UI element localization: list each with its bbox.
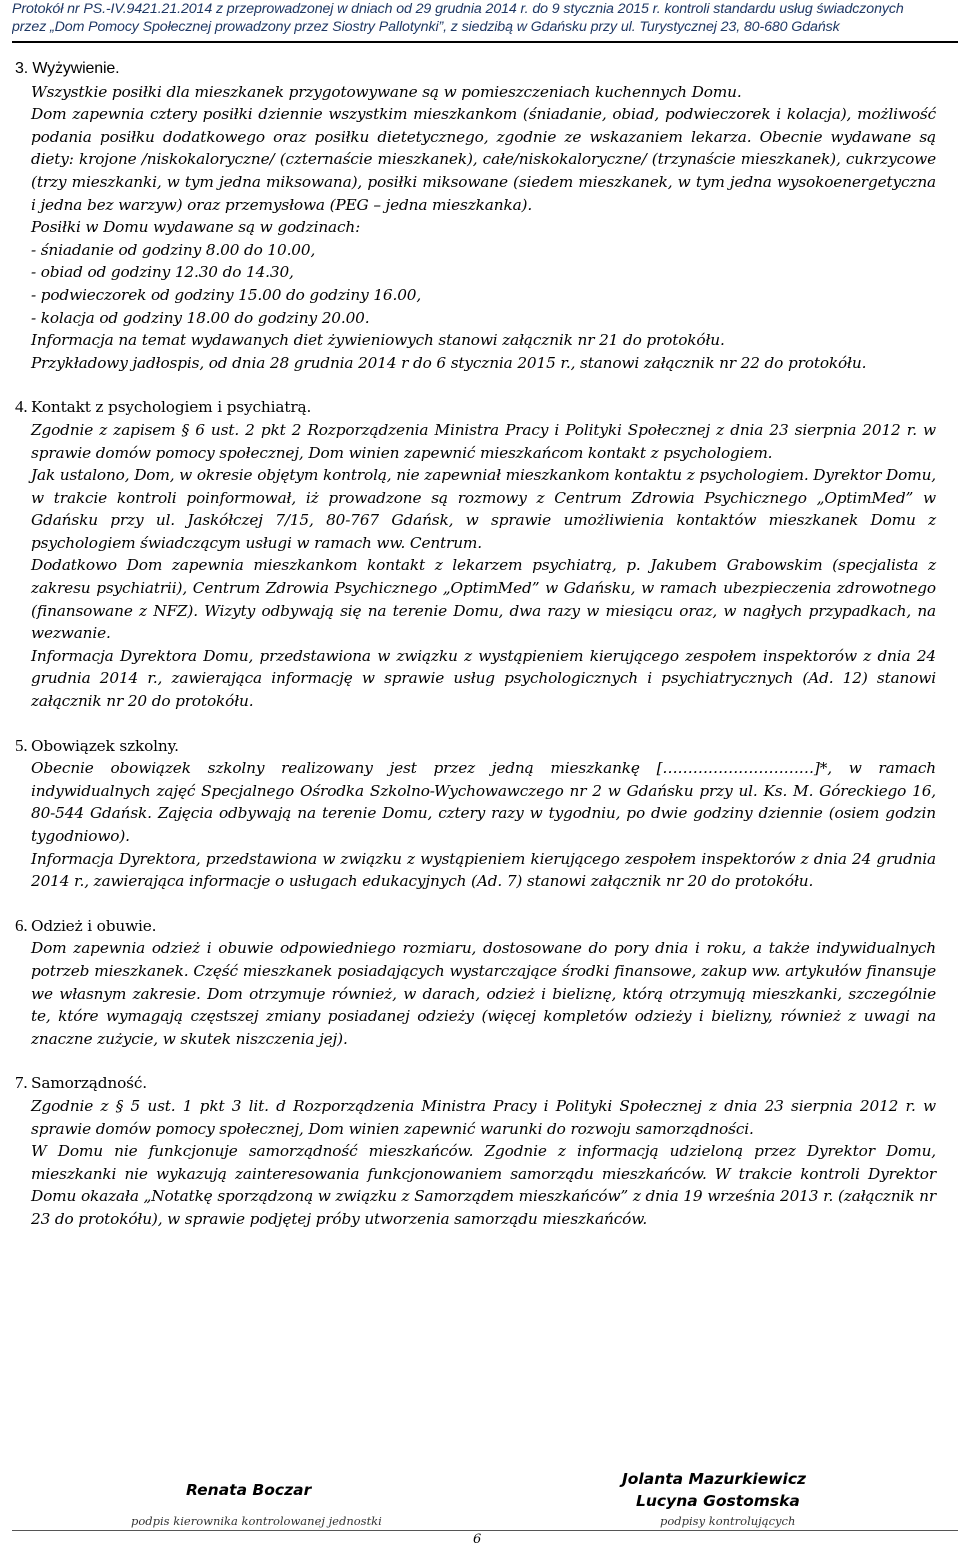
section-3-paragraph: Dom zapewnia cztery posiłki dziennie wszystkim mieszkankom (śniadanie, obiad, podwieczorek i kolacja), możliwość podania posiłku dodatkowego oraz posiłku dietetycznego, zgodnie ze wskazaniem lekarza. Obecnie wydawane są diety: krojone /niskokaloryczne/ (czternaście mieszkanek), całe/niskokaloryczne/ (trzynaście mieszkanek), cukrzycowe (trzy mieszkanki, w tym jedna miksowana), posiłki miksowane (siedem mieszkanek, w tym jedna wysokoenergetyczna i jedna bez warzyw) oraz przemysłowa (PEG – jedna mieszkanka). [31,105,936,214]
section-4-paragraph: Informacja Dyrektora Domu, przedstawiona w związku z wystąpieniem kierującego zespołem inspektorów z dnia 24 grudnia 2014 r., zawierająca informację w sprawie usług psychologicznych i psychiatrycznych (Ad. 12) stanowi załącznik nr 20 do protokółu. [31,646,936,711]
section-5-heading [15,735,936,758]
section-number: 6. [15,915,28,935]
section-7-paragraph: Zgodnie z § 5 ust. 1 pkt 3 lit. d Rozporządzenia Ministra Pracy i Polityki Społecznej z dnia 23 sierpnia 2012 r. w sprawie domów pomocy społecznej, Dom winien zapewnić warunki do rozwoju samorządności. [31,1096,936,1138]
section-3-paragraph: Posiłki w Domu wydawane są w godzinach: [31,218,361,237]
section-number: 4. [15,397,28,417]
page-number: 6 [473,1532,482,1547]
section-7-heading [15,1072,936,1095]
section-3-paragraph: Informacja na temat wydawanych diet żywieniowych stanowi załącznik nr 21 do protokółu. [31,331,725,350]
section-title: Odzież i obuwie. [31,916,157,935]
section-3-heading: 3. Wyżywienie. [15,60,120,77]
header-divider [12,41,958,43]
section-number: 7. [15,1073,28,1093]
section-7-paragraph: W Domu nie funkcjonuje samorządność mieszkańców. Zgodnie z informacją udzieloną przez Dyrektor Domu, mieszkanki nie wykazują zainteresowania funkcjonowaniem samorządu mieszkańców. W trakcie kontroli Dyrektor Domu okazała „Notatkę sporządzoną w związku z Samorządem mieszkańców” z dnia 19 września 2013 r. (załącznik nr 23 do protokółu), w sprawie podjętej próby utworzenia samorządu mieszkańców. [31,1142,936,1228]
section-3-paragraph: Wszystkie posiłki dla mieszkanek przygotowywane są w pomieszczeniach kuchennych Domu. [31,82,742,101]
list-item: - obiad od godziny 12.30 do 14.30, [31,263,294,282]
document-body [15,58,936,1231]
section-3-paragraph: Przykładowy jadłospis, od dnia 28 grudnia 2014 r do 6 stycznia 2015 r., stanowi załącznik nr 22 do protokółu. [31,353,867,372]
section-5-paragraph: Informacja Dyrektora, przedstawiona w związku z wystąpieniem kierującego zespołem inspektorów z dnia 24 grudnia 2014 r., zawierająca informacje o usługach edukacyjnych (Ad. 7) stanowi załącznik nr 20 do protokółu. [31,849,936,891]
section-6-paragraph: Dom zapewnia odzież i obuwie odpowiedniego rozmiaru, dostosowane do pory dnia i roku, a także indywidualnych potrzeb mieszkanek. Część mieszkanek posiadających wystarczające środki finansowe, zakup ww. artykułów finansuje we własnym zakresie. Dom otrzymuje również, w darach, odzież i bieliznę, którą otrzymują mieszkanki, szczególnie te, które wymagają częstszej zmiany posiadanej odzieży (więcej kompletów odzieży i bielizny, również z uwagi na znaczne zużycie, w skutek niszczenia jej). [31,939,936,1048]
header-line-2: przez „Dom Pomocy Społecznej prowadzony przez Siostry Pallotynki”, z siedzibą w Gdańsku przy ul. Turystycznej 23, 80-680 Gdańsk [12,19,840,35]
section-4-paragraph: Zgodnie z zapisem § 6 ust. 2 pkt 2 Rozporządzenia Ministra Pracy i Polityki Społecznej z dnia 23 sierpnia 2012 r. w sprawie domów pomocy społecznej, Dom winien zapewnić mieszkańcom kontakt z psychologiem. [31,420,936,462]
signature-right-name-2: Lucyna Gostomska [636,1492,800,1510]
meal-hours-list [31,239,936,329]
signature-left-caption: podpis kierownika kontrolowanej jednostki [131,1514,382,1528]
signature-right-name-1: Jolanta Mazurkiewicz [622,1470,807,1488]
list-item: - kolacja od godziny 18.00 do godziny 20.00. [31,308,370,327]
section-6-heading [15,915,936,938]
signature-left-name: Renata Boczar [186,1481,312,1499]
section-4-paragraph: Dodatkowo Dom zapewnia mieszkankom kontakt z lekarzem psychiatrą, p. Jakubem Grabowskim (specjalista z zakresu psychiatrii), Centrum Zdrowia Psychicznego „OptimMed” w Gdańsku, w ramach ubezpieczenia zdrowotnego (finansowane z NFZ). Wizyty odbywają się na terenie Domu, dwa razy w miesiącu oraz, w nagłych przypadkach, na wezwanie. [31,556,936,643]
section-number: 5. [15,735,28,755]
section-title: Obowiązek szkolny. [31,736,179,755]
section-4-paragraph: Jak ustalono, Dom, w okresie objętym kontrolą, nie zapewniał mieszkankom kontaktu z psychologiem. Dyrektor Domu, w trakcie kontroli poinformował, iż prowadzone są rozmowy z Centrum Zdrowia Psychicznego „OptimMed” w Gdańsku przy ul. Jaskółczej 7/15, 80-767 Gdańsk, w sprawie umożliwienia kontaktów mieszkanek Domu z psychologiem świadczącym usługi w ramach ww. Centrum. [31,466,936,552]
list-item: - śniadanie od godziny 8.00 do 10.00, [31,240,316,259]
list-item: - podwieczorek od godziny 15.00 do godziny 16.00, [31,285,422,304]
header-line-1: Protokół nr PS.-IV.9421.21.2014 z przeprowadzonej w dniach od 29 grudnia 2014 r. do 9 stycznia 2015 r. kontroli standardu usług świadczonych [12,1,904,17]
section-4-heading [15,396,936,419]
section-5-paragraph: Obecnie obowiązek szkolny realizowany jest przez jedną mieszkankę […………………………]*, w ramach indywidualnych zajęć Specjalnego Ośrodka Szkolno-Wychowawczego nr 2 w Gdańsku przy ul. Ks. M. Góreckiego 16, 80-544 Gdańsk. Zajęcia odbywają na terenie Domu, cztery razy w tygodniu, po dwie godziny dziennie (osiem godzin tygodniowo). [31,759,936,845]
footer-divider [12,1530,958,1531]
section-title: Kontakt z psychologiem i psychiatrą. [31,398,312,417]
section-title: Samorządność. [31,1074,147,1093]
signature-right-caption: podpisy kontrolujących [660,1514,796,1528]
